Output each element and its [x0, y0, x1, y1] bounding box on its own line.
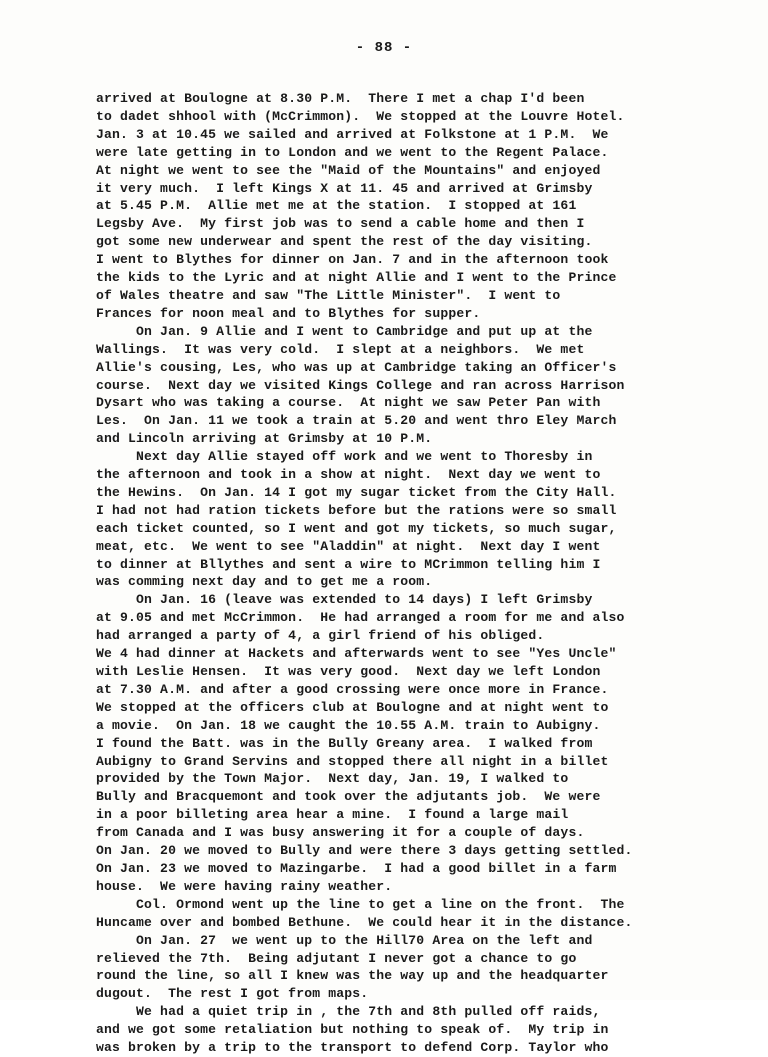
text-line: Huncame over and bombed Bethune. We could hear it in the distance.: [96, 914, 633, 930]
text-line: at 5.45 P.M. Allie met me at the station. I stopped at 161: [96, 198, 577, 214]
text-line: On Jan. 16 (leave was extended to 14 days) I left Grimsby: [96, 592, 593, 608]
text-line: On Jan. 20 we moved to Bully and were there 3 days getting settled.: [96, 843, 633, 859]
text-line: the afternoon and took in a show at night. Next day we went to: [96, 467, 601, 483]
text-line: We stopped at the officers club at Boulogne and at night went to: [96, 699, 609, 715]
text-line: to dadet shhool with (McCrimmon). We stopped at the Louvre Hotel.: [96, 108, 625, 124]
text-line: house. We were having rainy weather.: [96, 878, 393, 894]
text-line: We 4 had dinner at Hackets and afterwards went to see "Yes Uncle": [96, 646, 617, 662]
text-line: was comming next day and to get me a room.: [96, 574, 433, 590]
text-line: at 7.30 A.M. and after a good crossing were once more in France.: [96, 681, 609, 697]
text-line: On Jan. 23 we moved to Mazingarbe. I had a good billet in a farm: [96, 860, 617, 876]
text-line: Dysart who was taking a course. At night we saw Peter Pan with: [96, 395, 601, 411]
text-line: I found the Batt. was in the Bully Greany area. I walked from: [96, 735, 593, 751]
text-line: I had not had ration tickets before but the rations were so small: [96, 502, 617, 518]
text-line: with Leslie Hensen. It was very good. Next day we left London: [96, 664, 601, 679]
text-line: Wallings. It was very cold. I slept at a neighbors. We met: [96, 341, 585, 357]
text-line: Bully and Bracquemont and took over the adjutants job. We were: [96, 789, 601, 805]
text-line: was broken by a trip to the transport to defend Corp. Taylor who: [96, 1040, 609, 1056]
text-line: On Jan. 27 we went up to the Hill70 Area on the left and: [96, 932, 593, 948]
text-line: to dinner at Bllythes and sent a wire to MCrimmon telling him I: [96, 556, 601, 572]
text-line: On Jan. 9 Allie and I went to Cambridge and put up at the: [96, 323, 593, 339]
text-line: had arranged a party of 4, a girl friend of his obliged.: [96, 628, 545, 644]
text-line: the Hewins. On Jan. 14 I got my sugar ticket from the City Hall.: [96, 484, 617, 500]
text-line: at 9.05 and met McCrimmon. He had arranged a room for me and also: [96, 610, 625, 626]
text-line: I went to Blythes for dinner on Jan. 7 and in the afternoon took: [96, 252, 609, 268]
text-line: Les. On Jan. 11 we took a train at 5.20 and went thro Eley March: [96, 413, 617, 429]
text-line: Next day Allie stayed off work and we went to Thoresby in: [96, 449, 593, 465]
text-line: provided by the Town Major. Next day, Jan. 19, I walked to: [96, 771, 569, 787]
page-number: - 88 -: [355, 40, 413, 56]
text-line: and we got some retaliation but nothing to speak of. My trip in: [96, 1022, 609, 1038]
text-line: in a poor billeting area hear a mine. I found a large mail: [96, 807, 569, 823]
text-line: round the line, so all I knew was the way up and the headquarter: [96, 968, 609, 984]
text-line: and Lincoln arriving at Grimsby at 10 P.M.: [96, 431, 433, 447]
text-line: meat, etc. We went to see "Aladdin" at night. Next day I went: [96, 538, 601, 554]
text-line: At night we went to see the "Maid of the Mountains" and enjoyed: [96, 162, 601, 178]
text-line: dugout. The rest I got from maps.: [96, 986, 369, 1002]
text-line: from Canada and I was busy answering it for a couple of days.: [96, 825, 585, 841]
text-line: Frances for noon meal and to Blythes for supper.: [96, 305, 481, 321]
text-line: Jan. 3 at 10.45 we sailed and arrived at Folkstone at 1 P.M. We: [96, 126, 609, 142]
text-line: got some new underwear and spent the rest of the day visiting.: [96, 234, 593, 250]
text-line: Allie's cousing, Les, who was up at Cambridge taking an Officer's: [96, 359, 617, 375]
text-line: arrived at Boulogne at 8.30 P.M. There I met a chap I'd been: [96, 91, 585, 106]
text-line: were late getting in to London and we went to the Regent Palace.: [96, 144, 609, 160]
text-line: relieved the 7th. Being adjutant I never got a chance to go: [96, 950, 577, 966]
text-line: course. Next day we visited Kings College and ran across Harrison: [96, 377, 625, 393]
text-line: Aubigny to Grand Servins and stopped there all night in a billet: [96, 753, 609, 769]
text-line: of Wales theatre and saw "The Little Minister". I went to: [96, 287, 561, 303]
text-line: it very much. I left Kings X at 11. 45 and arrived at Grimsby: [96, 180, 593, 196]
text-line: a movie. On Jan. 18 we caught the 10.55 A.M. train to Aubigny.: [96, 717, 601, 733]
text-line: We had a quiet trip in , the 7th and 8th pulled off raids,: [96, 1004, 601, 1020]
text-line: each ticket counted, so I went and got my tickets, so much sugar,: [96, 520, 617, 536]
text-line: Col. Ormond went up the line to get a line on the front. The: [96, 896, 625, 912]
text-line: the kids to the Lyric and at night Allie and I went to the Prince: [96, 270, 617, 286]
text-line: Legsby Ave. My first job was to send a cable home and then I: [96, 216, 585, 232]
diary-text-block: [96, 90, 736, 1057]
